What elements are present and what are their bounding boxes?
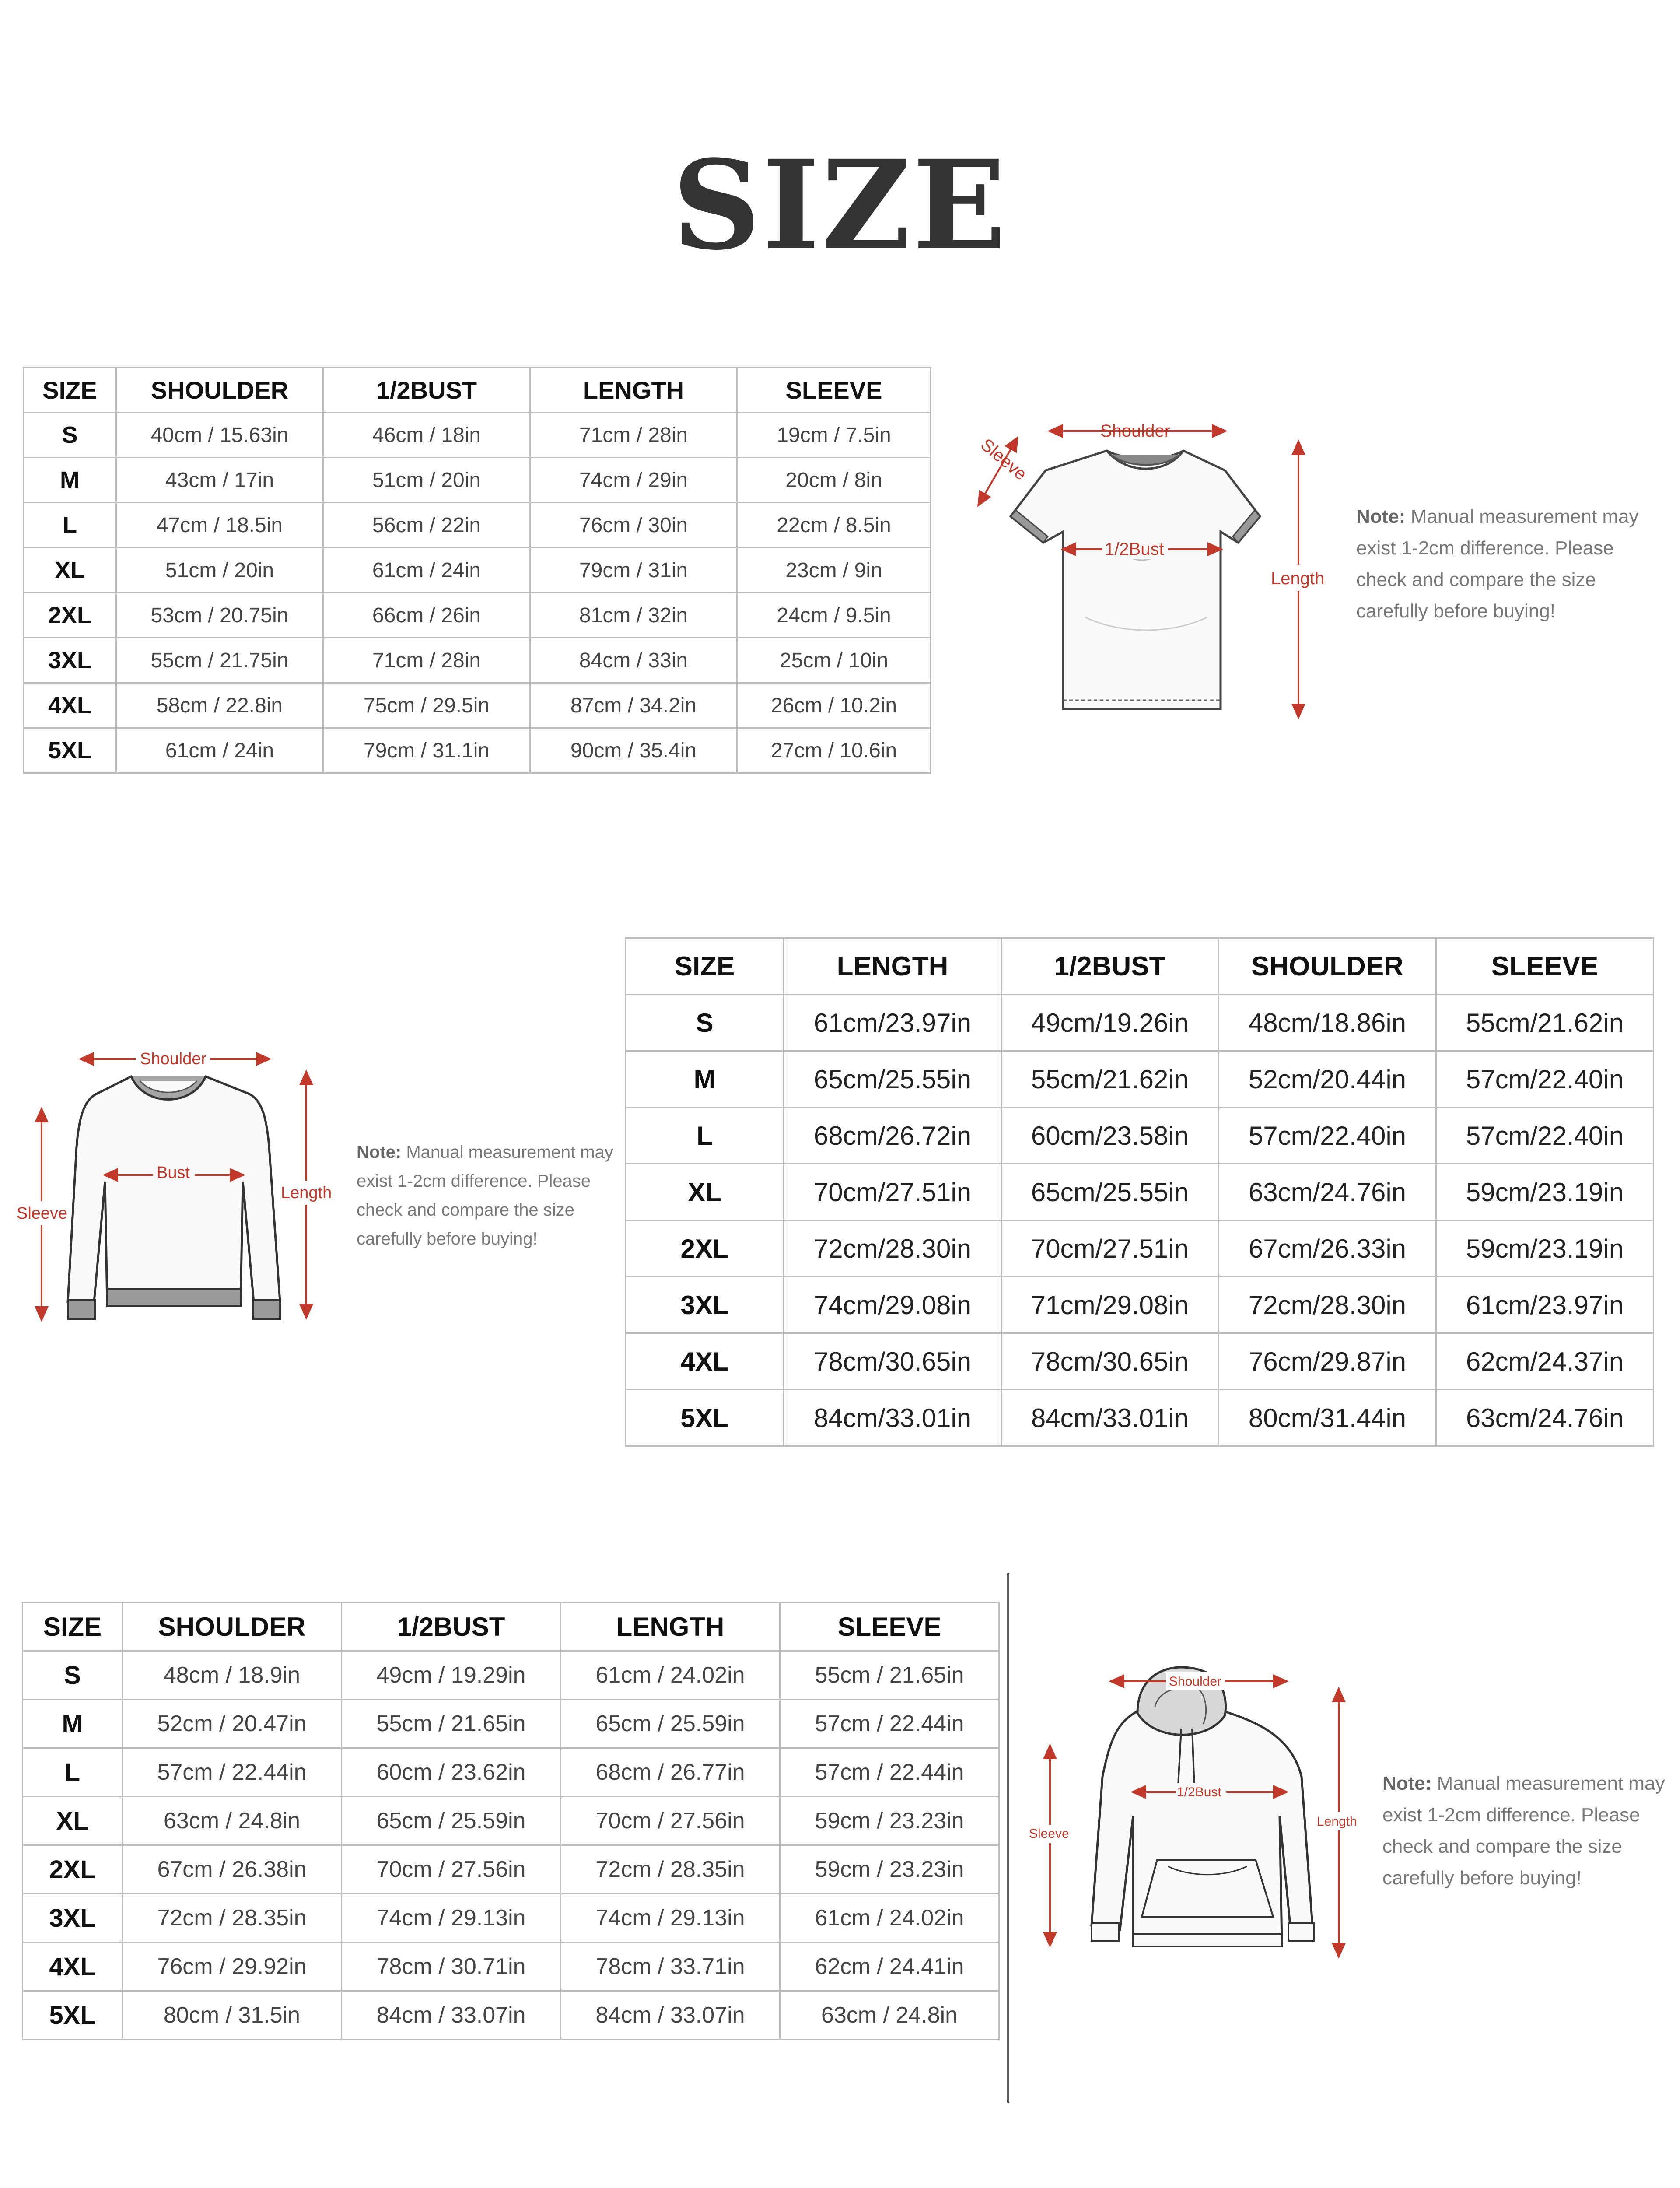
measurement-cell: 61cm / 24.02in	[561, 1651, 780, 1700]
measurement-cell: 62cm/24.37in	[1436, 1333, 1654, 1390]
page-title: SIZE	[672, 133, 1008, 277]
size-cell: 3XL	[24, 638, 116, 683]
size-cell: XL	[24, 548, 116, 593]
measurement-cell: 59cm/23.19in	[1436, 1164, 1654, 1220]
measurement-cell: 74cm/29.08in	[784, 1277, 1001, 1333]
table-row	[23, 1797, 999, 1845]
size-cell: S	[626, 995, 784, 1051]
measurement-cell: 48cm / 18.9in	[122, 1651, 342, 1700]
size-cell: XL	[23, 1797, 122, 1845]
size-cell: M	[24, 458, 116, 503]
measurement-cell: 84cm/33.01in	[1001, 1390, 1219, 1446]
sweatshirt-bust-label: Bust	[157, 1164, 190, 1182]
column-header: LENGTH	[530, 368, 737, 413]
measurement-cell: 76cm / 30in	[530, 503, 737, 548]
measurement-cell: 43cm / 17in	[116, 458, 323, 503]
measurement-cell: 51cm / 20in	[116, 548, 323, 593]
measurement-cell: 24cm / 9.5in	[737, 593, 931, 638]
size-cell: XL	[626, 1164, 784, 1220]
measurement-cell: 79cm / 31.1in	[323, 728, 530, 773]
measurement-cell: 65cm / 25.59in	[561, 1700, 780, 1748]
measurement-cell: 47cm / 18.5in	[116, 503, 323, 548]
table-row	[24, 548, 931, 593]
measurement-cell: 27cm / 10.6in	[737, 728, 931, 773]
measurement-cell: 58cm / 22.8in	[116, 683, 323, 728]
table-row	[23, 1894, 999, 1943]
table-row	[626, 1220, 1654, 1277]
measurement-cell: 74cm / 29in	[530, 458, 737, 503]
measurement-cell: 78cm / 30.71in	[342, 1943, 561, 1991]
size-cell: L	[23, 1748, 122, 1797]
table-row	[23, 1943, 999, 1991]
size-cell: M	[626, 1051, 784, 1108]
measurement-cell: 72cm/28.30in	[1219, 1277, 1436, 1333]
column-header: LENGTH	[784, 938, 1001, 995]
measurement-cell: 57cm / 22.44in	[122, 1748, 342, 1797]
measurement-cell: 84cm / 33in	[530, 638, 737, 683]
size-cell: 2XL	[626, 1220, 784, 1277]
measurement-cell: 70cm / 27.56in	[561, 1797, 780, 1845]
measurement-cell: 71cm / 28in	[323, 638, 530, 683]
table-row	[626, 1390, 1654, 1446]
column-header: SHOULDER	[116, 368, 323, 413]
measurement-cell: 78cm/30.65in	[1001, 1333, 1219, 1390]
size-cell: 5XL	[626, 1390, 784, 1446]
size-cell: 4XL	[23, 1943, 122, 1991]
measurement-cell: 70cm/27.51in	[784, 1164, 1001, 1220]
table-row	[626, 1051, 1654, 1108]
measurement-cell: 61cm / 24.02in	[780, 1894, 999, 1943]
note-sweatshirt: Note: Manual measurement may exist 1-2cm difference. Please check and compare the size carefully before buying!	[357, 1143, 613, 1248]
measurement-cell: 49cm / 19.29in	[342, 1651, 561, 1700]
measurement-cell: 55cm / 21.65in	[780, 1651, 999, 1700]
measurement-cell: 63cm / 24.8in	[122, 1797, 342, 1845]
column-header: SHOULDER	[122, 1602, 342, 1651]
size-cell: S	[23, 1651, 122, 1700]
measurement-cell: 74cm / 29.13in	[561, 1894, 780, 1943]
tshirt-size-table	[23, 367, 931, 774]
measurement-cell: 90cm / 35.4in	[530, 728, 737, 773]
measurement-cell: 52cm/20.44in	[1219, 1051, 1436, 1108]
sweatshirt-sleeve-label: Sleeve	[17, 1204, 68, 1223]
measurement-cell: 60cm/23.58in	[1001, 1108, 1219, 1164]
measurement-cell: 48cm/18.86in	[1219, 995, 1436, 1051]
measurement-cell: 67cm/26.33in	[1219, 1220, 1436, 1277]
vertical-divider	[1007, 1573, 1009, 2103]
measurement-cell: 65cm / 25.59in	[342, 1797, 561, 1845]
measurement-cell: 65cm/25.55in	[784, 1051, 1001, 1108]
measurement-cell: 59cm/23.19in	[1436, 1220, 1654, 1277]
measurement-cell: 57cm/22.40in	[1219, 1108, 1436, 1164]
measurement-cell: 68cm / 26.77in	[561, 1748, 780, 1797]
tshirt-bust-label: 1/2Bust	[1105, 540, 1164, 559]
measurement-cell: 70cm/27.51in	[1001, 1220, 1219, 1277]
hoodie-size-table	[22, 1602, 1000, 2040]
measurement-cell: 57cm / 22.44in	[780, 1748, 999, 1797]
measurement-cell: 55cm / 21.75in	[116, 638, 323, 683]
measurement-cell: 46cm / 18in	[323, 413, 530, 458]
measurement-cell: 63cm / 24.8in	[780, 1991, 999, 2040]
measurement-cell: 72cm/28.30in	[784, 1220, 1001, 1277]
measurement-cell: 78cm / 33.71in	[561, 1943, 780, 1991]
measurement-cell: 40cm / 15.63in	[116, 413, 323, 458]
column-header: SIZE	[626, 938, 784, 995]
table-row	[626, 995, 1654, 1051]
measurement-cell: 55cm / 21.65in	[342, 1700, 561, 1748]
measurement-cell: 57cm/22.40in	[1436, 1108, 1654, 1164]
measurement-cell: 52cm / 20.47in	[122, 1700, 342, 1748]
measurement-cell: 63cm/24.76in	[1436, 1390, 1654, 1446]
table-row	[23, 1991, 999, 2040]
measurement-cell: 61cm/23.97in	[784, 995, 1001, 1051]
measurement-cell: 68cm/26.72in	[784, 1108, 1001, 1164]
measurement-cell: 53cm / 20.75in	[116, 593, 323, 638]
table-row	[24, 593, 931, 638]
measurement-cell: 80cm / 31.5in	[122, 1991, 342, 2040]
measurement-cell: 72cm / 28.35in	[561, 1845, 780, 1894]
tshirt-length-label: Length	[1271, 569, 1325, 588]
column-header: SHOULDER	[1219, 938, 1436, 995]
measurement-cell: 63cm/24.76in	[1219, 1164, 1436, 1220]
table-row	[626, 1108, 1654, 1164]
measurement-cell: 84cm / 33.07in	[561, 1991, 780, 2040]
measurement-cell: 79cm / 31in	[530, 548, 737, 593]
measurement-cell: 62cm / 24.41in	[780, 1943, 999, 1991]
size-cell: 3XL	[23, 1894, 122, 1943]
measurement-cell: 22cm / 8.5in	[737, 503, 931, 548]
measurement-cell: 87cm / 34.2in	[530, 683, 737, 728]
measurement-cell: 60cm / 23.62in	[342, 1748, 561, 1797]
measurement-cell: 72cm / 28.35in	[122, 1894, 342, 1943]
hoodie-bust-label: 1/2Bust	[1177, 1785, 1222, 1799]
measurement-cell: 76cm/29.87in	[1219, 1333, 1436, 1390]
size-cell: 2XL	[24, 593, 116, 638]
measurement-cell: 84cm / 33.07in	[342, 1991, 561, 2040]
table-row	[24, 638, 931, 683]
size-cell: 4XL	[24, 683, 116, 728]
measurement-cell: 55cm/21.62in	[1001, 1051, 1219, 1108]
column-header: LENGTH	[561, 1602, 780, 1651]
size-cell: 5XL	[23, 1991, 122, 2040]
measurement-cell: 78cm/30.65in	[784, 1333, 1001, 1390]
measurement-cell: 57cm / 22.44in	[780, 1700, 999, 1748]
measurement-cell: 65cm/25.55in	[1001, 1164, 1219, 1220]
measurement-cell: 56cm / 22in	[323, 503, 530, 548]
table-row	[24, 413, 931, 458]
table-row	[24, 683, 931, 728]
size-cell: M	[23, 1700, 122, 1748]
column-header: SIZE	[23, 1602, 122, 1651]
tshirt-diagram	[962, 411, 1356, 726]
table-row	[23, 1748, 999, 1797]
column-header: 1/2BUST	[1001, 938, 1219, 995]
size-cell: 5XL	[24, 728, 116, 773]
column-header: 1/2BUST	[342, 1602, 561, 1651]
measurement-cell: 55cm/21.62in	[1436, 995, 1654, 1051]
measurement-cell: 71cm / 28in	[530, 413, 737, 458]
table-row	[23, 1845, 999, 1894]
hoodie-diagram	[1019, 1654, 1369, 1969]
sweatshirt-length-label: Length	[281, 1184, 332, 1202]
table-row	[626, 1333, 1654, 1390]
sweatshirt-shoulder-label: Shoulder	[140, 1050, 207, 1068]
measurement-cell: 75cm / 29.5in	[323, 683, 530, 728]
measurement-cell: 61cm/23.97in	[1436, 1277, 1654, 1333]
sweatshirt-diagram	[13, 1037, 363, 1343]
size-cell: 4XL	[626, 1333, 784, 1390]
tshirt-shoulder-label: Shoulder	[1100, 421, 1171, 441]
column-header: 1/2BUST	[323, 368, 530, 413]
measurement-cell: 49cm/19.26in	[1001, 995, 1219, 1051]
measurement-cell: 67cm / 26.38in	[122, 1845, 342, 1894]
table-row	[23, 1651, 999, 1700]
size-cell: 2XL	[23, 1845, 122, 1894]
table-row	[626, 1277, 1654, 1333]
hoodie-sleeve-label: Sleeve	[1029, 1827, 1069, 1841]
hoodie-length-label: Length	[1317, 1814, 1357, 1829]
tshirt-sleeve-label: Sleeve	[977, 435, 1031, 484]
measurement-cell: 76cm / 29.92in	[122, 1943, 342, 1991]
table-row	[23, 1700, 999, 1748]
measurement-cell: 71cm/29.08in	[1001, 1277, 1219, 1333]
measurement-cell: 19cm / 7.5in	[737, 413, 931, 458]
column-header: SIZE	[24, 368, 116, 413]
table-row	[24, 728, 931, 773]
measurement-cell: 61cm / 24in	[323, 548, 530, 593]
hoodie-shoulder-label: Shoulder	[1169, 1674, 1222, 1689]
measurement-cell: 25cm / 10in	[737, 638, 931, 683]
measurement-cell: 84cm/33.01in	[784, 1390, 1001, 1446]
measurement-cell: 26cm / 10.2in	[737, 683, 931, 728]
measurement-cell: 81cm / 32in	[530, 593, 737, 638]
measurement-cell: 59cm / 23.23in	[780, 1845, 999, 1894]
note-tshirt: Note: Manual measurement may exist 1-2cm difference. Please check and compare the size carefully before buying!	[1356, 506, 1639, 622]
measurement-cell: 80cm/31.44in	[1219, 1390, 1436, 1446]
measurement-cell: 23cm / 9in	[737, 548, 931, 593]
note-label: Note:	[1356, 506, 1406, 527]
measurement-cell: 51cm / 20in	[323, 458, 530, 503]
size-cell: L	[626, 1108, 784, 1164]
size-cell: L	[24, 503, 116, 548]
measurement-cell: 57cm/22.40in	[1436, 1051, 1654, 1108]
measurement-cell: 70cm / 27.56in	[342, 1845, 561, 1894]
table-row	[24, 458, 931, 503]
measurement-cell: 59cm / 23.23in	[780, 1797, 999, 1845]
column-header: SLEEVE	[780, 1602, 999, 1651]
table-row	[626, 1164, 1654, 1220]
size-cell: S	[24, 413, 116, 458]
column-header: SLEEVE	[737, 368, 931, 413]
measurement-cell: 20cm / 8in	[737, 458, 931, 503]
size-cell: 3XL	[626, 1277, 784, 1333]
note-hoodie: Note: Manual measurement may exist 1-2cm difference. Please check and compare the size carefully before buying!	[1382, 1773, 1665, 1889]
measurement-cell: 66cm / 26in	[323, 593, 530, 638]
measurement-cell: 74cm / 29.13in	[342, 1894, 561, 1943]
measurement-cell: 61cm / 24in	[116, 728, 323, 773]
table-row	[24, 503, 931, 548]
column-header: SLEEVE	[1436, 938, 1654, 995]
sweatshirt-size-table	[625, 937, 1654, 1447]
